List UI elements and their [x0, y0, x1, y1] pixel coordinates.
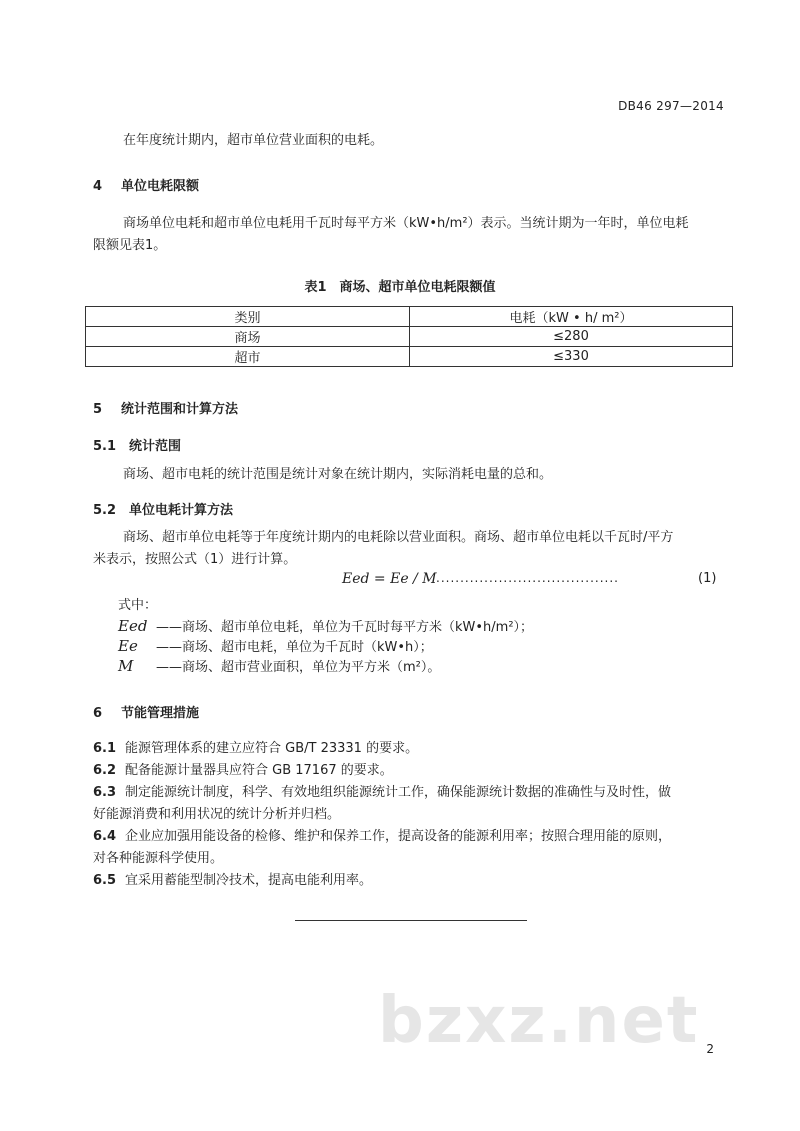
- definition-symbol: Eed: [118, 617, 148, 635]
- item-text: 宜采用蓄能型制冷技术，提高电能利用率。: [125, 873, 373, 888]
- table-row: [86, 327, 733, 347]
- row-category: 超市: [86, 347, 410, 367]
- section-6-heading: [93, 702, 199, 721]
- section-title: 单位电耗限额: [121, 179, 200, 194]
- formula-number: (1): [698, 571, 717, 586]
- formula-text: Eed = Ee / M: [342, 571, 437, 587]
- section-5-heading: [93, 398, 238, 417]
- page-number: 2: [706, 1042, 714, 1056]
- list-item: [93, 761, 733, 780]
- where-label: 式中：: [118, 598, 158, 613]
- list-item: [93, 871, 733, 890]
- watermark: bzxz.net: [378, 984, 700, 1058]
- item-text: 能源管理体系的建立应符合 GB/T 23331 的要求。: [125, 741, 419, 756]
- definition-m: [118, 656, 440, 675]
- definition-symbol: M: [118, 657, 134, 675]
- definition-eed: [118, 616, 533, 635]
- section-number: 5.1: [93, 439, 117, 454]
- table-caption: 表1 商场、超市单位电耗限额值: [304, 280, 496, 295]
- row-value: ≤330: [410, 347, 733, 367]
- definition-ee: [118, 636, 433, 655]
- section-5-1-heading: [93, 435, 181, 454]
- list-item-continuation: 好能源消费和利用状况的统计分析并归档。: [93, 807, 341, 822]
- section-title: 统计范围: [129, 439, 182, 454]
- table-header-row: [86, 307, 733, 327]
- item-number: 6.1: [93, 741, 117, 756]
- intro-line: 在年度统计期内，超市单位营业面积的电耗。: [123, 133, 384, 148]
- limit-table: [85, 306, 733, 367]
- item-text: 企业应加强用能设备的检修、维护和保养工作，提高设备的能源利用率；按照合理用能的原则，: [125, 829, 672, 844]
- section-number: 6: [93, 706, 103, 721]
- section-4-para-line2: 限额见表1。: [93, 238, 167, 253]
- row-value: ≤280: [410, 327, 733, 347]
- section-title: 节能管理措施: [121, 706, 200, 721]
- item-number: 6.4: [93, 829, 117, 844]
- list-item: [93, 783, 733, 802]
- table-row: [86, 347, 733, 367]
- section-5-2-heading: [93, 499, 233, 518]
- formula-leader-dots: ......................................: [436, 571, 619, 585]
- section-5-2-line1: 商场、超市单位电耗等于年度统计期内的电耗除以营业面积。商场、超市单位电耗以千瓦时/平方: [123, 530, 674, 545]
- section-title: 单位电耗计算方法: [129, 503, 234, 518]
- list-item: [93, 827, 733, 846]
- definition-text: ——商场、超市营业面积，单位为平方米（m²）。: [156, 660, 441, 675]
- item-number: 6.2: [93, 763, 117, 778]
- end-rule: [295, 920, 527, 921]
- section-title: 统计范围和计算方法: [121, 402, 239, 417]
- section-5-1-text: 商场、超市电耗的统计范围是统计对象在统计期内，实际消耗电量的总和。: [123, 467, 553, 482]
- item-number: 6.3: [93, 785, 117, 800]
- list-item-continuation: 对各种能源科学使用。: [93, 851, 224, 866]
- document-code: DB46 297—2014: [618, 99, 724, 113]
- item-text: 配备能源计量器具应符合 GB 17167 的要求。: [125, 763, 393, 778]
- section-number: 5.2: [93, 503, 117, 518]
- formula: [342, 571, 437, 587]
- section-4-para-line1: 商场单位电耗和超市单位电耗用千瓦时每平方米（kW•h/m²）表示。当统计期为一年时，单位电耗: [123, 216, 689, 231]
- section-5-2-line2: 米表示，按照公式（1）进行计算。: [93, 552, 297, 567]
- item-text: 制定能源统计制度，科学、有效地组织能源统计工作，确保能源统计数据的准确性与及时性，做: [125, 785, 672, 800]
- definition-text: ——商场、超市电耗，单位为千瓦时（kW•h）；: [156, 640, 433, 655]
- list-item: [93, 739, 733, 758]
- header-category: 类别: [86, 307, 410, 327]
- header-consumption: 电耗（kW • h/ m²）: [410, 307, 733, 327]
- section-number: 4: [93, 179, 103, 194]
- section-number: 5: [93, 402, 103, 417]
- definition-text: ——商场、超市单位电耗，单位为千瓦时每平方米（kW•h/m²）；: [156, 620, 534, 635]
- item-number: 6.5: [93, 873, 117, 888]
- section-4-heading: [93, 175, 199, 194]
- row-category: 商场: [86, 327, 410, 347]
- definition-symbol: Ee: [118, 637, 138, 655]
